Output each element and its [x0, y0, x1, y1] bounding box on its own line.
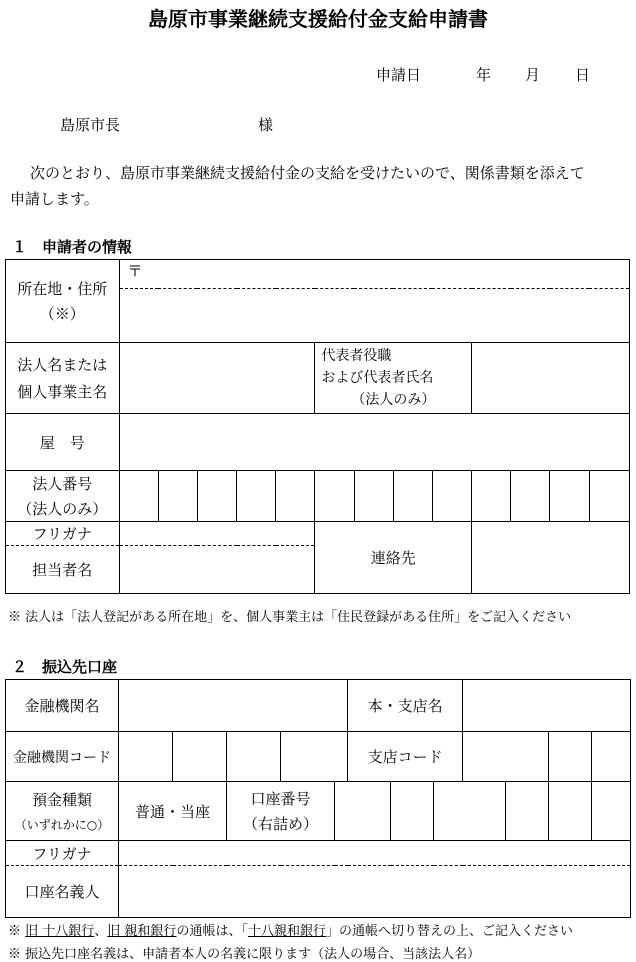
corp-number-digit[interactable] [393, 471, 432, 522]
corp-number-digit[interactable] [432, 471, 471, 522]
account-number-hint: （右詰め） [242, 815, 318, 833]
corp-number-digit[interactable] [550, 471, 589, 522]
postal-code-field[interactable] [119, 260, 629, 289]
account-number-digit[interactable] [335, 782, 391, 841]
account-furigana-field[interactable] [119, 841, 631, 866]
person-in-charge-field[interactable] [119, 546, 315, 594]
branch-code-digit[interactable] [463, 732, 549, 782]
contact-field[interactable] [472, 522, 630, 594]
body-text-line1: 次のとおり、島原市事業継続支援給付金の支給を受けたいので、関係書類を添えて [30, 164, 585, 182]
bank-name-label: 金融機関名 [6, 680, 119, 732]
bank-code-digit[interactable] [281, 732, 348, 782]
corp-name-label-2: 個人事業主名 [17, 383, 108, 401]
corp-number-digit[interactable] [472, 471, 511, 522]
representative-label-2: および代表者氏名 [321, 370, 434, 386]
section2-heading: ２ 振込先口座 [12, 658, 118, 676]
bank-name-field[interactable] [119, 680, 348, 732]
person-in-charge-label: 担当者名 [6, 546, 120, 594]
applicant-table [5, 259, 630, 594]
trade-name-label: 屋 号 [6, 414, 120, 471]
account-number-digit[interactable] [506, 782, 549, 841]
branch-code-digit[interactable] [549, 732, 592, 782]
body-text-line2: 申請します。 [10, 190, 99, 208]
section1-heading: １ 申請者の情報 [12, 238, 133, 256]
corp-number-label-1: 法人番号 [32, 475, 93, 493]
account-holder-label: 口座名義人 [6, 866, 119, 918]
bank-code-digit[interactable] [119, 732, 173, 782]
contact-furigana-field[interactable] [119, 522, 315, 546]
account-holder-field[interactable] [119, 866, 631, 918]
note1-end: 」の通帳へ切り替えの上、ご記入ください [325, 924, 573, 939]
branch-code-digit[interactable] [592, 732, 631, 782]
address-label-mark: （※） [39, 305, 85, 323]
account-number-digit[interactable] [434, 782, 506, 841]
deposit-type-hint: （いずれかに○） [14, 818, 110, 832]
deposit-type-label: 預金種類 [31, 791, 92, 809]
corp-name-field[interactable] [119, 343, 315, 414]
date-day-label: 日 [575, 66, 591, 84]
corp-number-digit[interactable] [315, 471, 354, 522]
corp-number-digit[interactable] [237, 471, 276, 522]
trade-name-field[interactable] [119, 414, 629, 471]
note1-separator: 、 [94, 924, 108, 939]
account-number-label: 口座番号 [250, 790, 311, 808]
corp-number-digit[interactable] [158, 471, 197, 522]
representative-field[interactable] [472, 343, 630, 414]
account-number-label-cell [227, 782, 335, 841]
branch-name-label: 本・支店名 [348, 680, 463, 732]
page-title: 島原市事業継続支援給付金支給申請書 [148, 7, 488, 31]
account-number-digit[interactable] [391, 782, 434, 841]
representative-label-3: （法人のみ） [351, 392, 436, 408]
corp-number-digit[interactable] [119, 471, 158, 522]
corp-name-label-1: 法人名または [17, 356, 108, 374]
account-number-digit[interactable] [549, 782, 592, 841]
representative-label-1: 代表者役職 [321, 348, 392, 364]
note1-middle: の通帳は、「 [176, 924, 248, 939]
account-furigana-label: フリガナ [6, 841, 119, 866]
account-number-digit[interactable] [592, 782, 631, 841]
address-field[interactable] [119, 289, 629, 343]
branch-name-field[interactable] [463, 680, 631, 732]
contact-furigana-label: フリガナ [6, 522, 120, 546]
bank-account-table [5, 679, 631, 918]
address-label: 所在地・住所 [17, 280, 108, 298]
corp-number-label-cell [6, 471, 120, 522]
deposit-type-options[interactable]: 普通・当座 [119, 782, 227, 841]
corp-number-digit[interactable] [197, 471, 236, 522]
bank-code-digit[interactable] [173, 732, 227, 782]
corp-number-label-2: （法人のみ） [17, 500, 108, 518]
bank-code-digit[interactable] [227, 732, 281, 782]
date-label: 申請日 [376, 66, 422, 84]
corp-number-digit[interactable] [511, 471, 550, 522]
note1-prefix: ※ [8, 924, 26, 939]
representative-label-cell [315, 343, 472, 414]
corp-number-digit[interactable] [589, 471, 629, 522]
bank-code-label: 金融機関コード [6, 732, 119, 782]
section1-note: ※ 法人は「法人登記がある所在地」を、個人事業主は「住民登録がある住所」をご記入ください [8, 610, 572, 625]
note1-old-bank-2: 旧 親和銀行 [107, 924, 177, 939]
postal-mark: 〒 [127, 262, 143, 280]
section2-note-2: ※ 振込先口座名義は、申請者本人の名義に限ります（法人の場合、当該法人名） [8, 947, 481, 962]
note1-old-bank-1: 旧 十八銀行 [25, 924, 95, 939]
date-month-label: 月 [525, 66, 541, 84]
note1-new-bank: 十八親和銀行 [247, 924, 326, 939]
deposit-type-label-cell [6, 782, 119, 841]
corp-number-digit[interactable] [354, 471, 393, 522]
branch-code-label: 支店コード [348, 732, 463, 782]
address-label-cell [6, 260, 120, 343]
section2-note-1 [8, 920, 573, 939]
addressee-honorific: 様 [258, 116, 274, 134]
addressee-name: 島原市長 [60, 116, 121, 134]
corp-name-label-cell [6, 343, 120, 414]
date-year-label: 年 [476, 66, 492, 84]
contact-label: 連絡先 [315, 522, 472, 594]
corp-number-digit[interactable] [276, 471, 315, 522]
